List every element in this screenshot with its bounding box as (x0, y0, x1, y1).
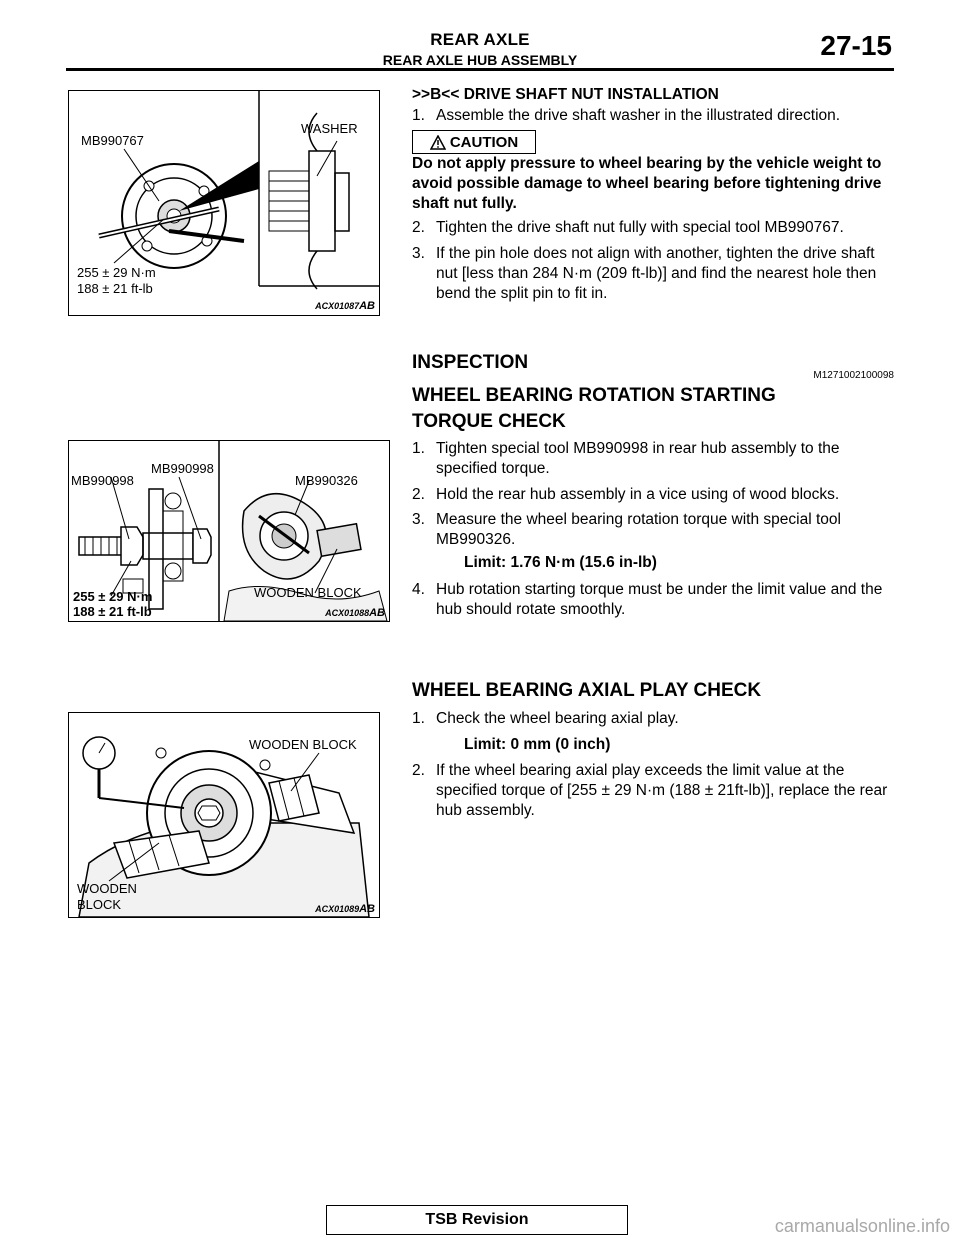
inspection-doc-id: M1271002100098 (813, 370, 894, 381)
caution-text: Do not apply pressure to wheel bearing by the vehicle weight to avoid possible damage to wheel bearing before tightening drive shaft nut fully. (412, 155, 882, 212)
figure-1-torque-ftlb: 188 ± 21 ft-lb (77, 281, 153, 296)
figure-1-code: ACX01087AB (315, 300, 375, 312)
rotation-step-4: Hub rotation starting torque must be under the limit value and the hub should rotate smoothly. (436, 581, 883, 618)
figure-rotation-torque (68, 440, 390, 622)
rotation-step-1: Tighten special tool MB990998 in rear hub assembly to the specified torque. (436, 440, 840, 477)
figure-2-tool-mid: MB990998 (151, 461, 214, 476)
step-number: 3. (412, 245, 425, 262)
rotation-check-heading-1: WHEEL BEARING ROTATION STARTING (412, 385, 776, 406)
rotation-step-3: Measure the wheel bearing rotation torque with special tool MB990326. (436, 511, 841, 548)
figure-2-code: ACX01088AB (325, 607, 385, 619)
section-b-step-2: Tighten the drive shaft nut fully with special tool MB990767. (436, 219, 844, 236)
rotation-check-heading-2: TORQUE CHECK (412, 411, 566, 432)
figure-3-code: ACX01089AB (315, 903, 375, 915)
step-number: 1. (412, 107, 425, 124)
page-number: 27-15 (820, 30, 892, 61)
figure-axial-play (68, 712, 380, 918)
section-b-heading: >>B<< DRIVE SHAFT NUT INSTALLATION (412, 86, 719, 103)
rotation-step-2: Hold the rear hub assembly in a vice using of wood blocks. (436, 486, 840, 503)
axial-check-heading: WHEEL BEARING AXIAL PLAY CHECK (412, 680, 762, 701)
inspection-heading: INSPECTION (412, 352, 529, 373)
figure-2-wooden-block: WOODEN BLOCK (254, 585, 362, 600)
rotation-limit: Limit: 1.76 N·m (15.6 in-lb) (464, 554, 657, 571)
header-subtitle: REAR AXLE HUB ASSEMBLY (382, 52, 578, 68)
figure-1-washer-label: WASHER (301, 121, 358, 136)
section-b-step-3: If the pin hole does not align with another, tighten the drive shaft nut [less than 284 N·m (209 ft-lb)] and find the nearest hole then bend the split pin to fit in. (436, 245, 877, 302)
step-number: 2. (412, 486, 425, 503)
header-title: REAR AXLE (430, 30, 530, 49)
step-number: 4. (412, 581, 425, 598)
watermark: carmanualsonline.info (774, 1216, 950, 1236)
figure-1-tool-label: MB990767 (81, 133, 144, 148)
figure-3-wooden-block-top: WOODEN BLOCK (249, 737, 357, 752)
figure-drive-shaft-nut (68, 90, 380, 316)
step-number: 3. (412, 511, 425, 528)
figure-3-wooden-block-bottom-1: WOODEN (77, 881, 137, 896)
caution-label: CAUTION (449, 133, 519, 151)
warning-triangle-icon (430, 135, 446, 150)
axial-step-1: Check the wheel bearing axial play. (436, 710, 679, 727)
axial-limit: Limit: 0 mm (0 inch) (464, 736, 611, 753)
header-rule (66, 68, 894, 71)
step-number: 1. (412, 710, 425, 727)
figure-1-torque-nm: 255 ± 29 N·m (77, 265, 156, 280)
figure-2-torque-nm: 255 ± 29 N·m (73, 589, 153, 604)
step-number: 2. (412, 219, 425, 236)
figure-2-tool-left: MB990998 (71, 473, 134, 488)
caution-box (412, 130, 536, 154)
figure-2-torque-ftlb: 188 ± 21 ft-lb (73, 604, 152, 619)
section-b-step-1: Assemble the drive shaft washer in the illustrated direction. (436, 107, 841, 124)
figure-2-tool-right: MB990326 (295, 473, 358, 488)
figure-3-wooden-block-bottom-2: BLOCK (77, 897, 122, 912)
tsb-revision-box: TSB Revision (326, 1205, 628, 1235)
step-number: 1. (412, 440, 425, 457)
axial-step-2: If the wheel bearing axial play exceeds the limit value at the specified torque of [255 ± 29 N·m (188 ± 21ft-lb)], replace the rear hub assembly. (436, 762, 888, 819)
step-number: 2. (412, 762, 425, 779)
